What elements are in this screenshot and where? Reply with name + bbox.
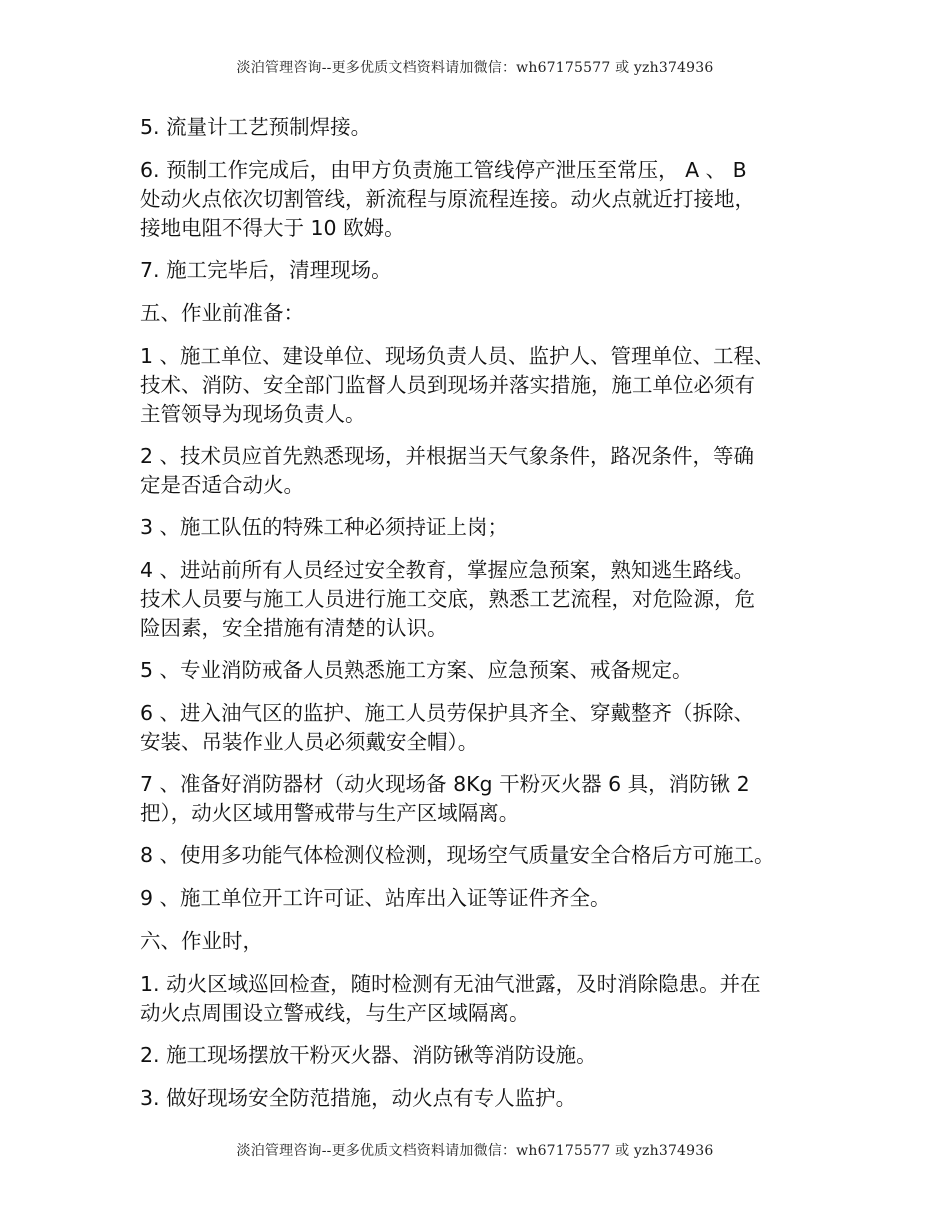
paragraph-step-6 [140, 156, 820, 243]
paragraph-work-1 [140, 970, 820, 1028]
paragraph-prep-1 [140, 342, 820, 429]
text-line: 定是否适合动火。 [140, 473, 304, 497]
paragraph-prep-4 [140, 556, 820, 643]
text-line: 5 、专业消防戒备人员熟悉施工方案、应急预案、戒备规定。 [140, 658, 693, 682]
text-line: 安装、吊装作业人员必须戴安全帽）。 [140, 730, 479, 754]
text-line: 1 、施工单位、建设单位、现场负责人员、监护人、管理单位、工程、 [140, 344, 775, 368]
paragraph-prep-9 [140, 884, 820, 913]
text-line: 六、作业时， [140, 929, 263, 953]
paragraph-step-5 [140, 113, 820, 142]
page-footer: 淡泊管理咨询--更多优质文档资料请加微信：wh67175577 或 yzh374936 [236, 1143, 714, 1159]
text-line: 9 、施工单位开工许可证、站库出入证等证件齐全。 [140, 886, 611, 910]
text-line: 7. 施工完毕后，清理现场。 [140, 258, 392, 282]
text-line: 5. 流量计工艺预制焊接。 [140, 115, 372, 139]
text-line: 主管领导为现场负责人。 [140, 402, 366, 426]
text-line: 接地电阻不得大于 10 欧姆。 [140, 216, 405, 240]
text-line: 8 、使用多功能气体检测仪检测，现场空气质量安全合格后方可施工。 [140, 843, 775, 867]
text-line: 技术、消防、安全部门监督人员到现场并落实措施，施工单位必须有 [140, 373, 755, 397]
text-line: 险因素，安全措施有清楚的认识。 [140, 616, 448, 640]
section-heading-6 [140, 927, 820, 956]
text-line: 动火点周围设立警戒线，与生产区域隔离。 [140, 1001, 530, 1025]
text-line: 4 、进站前所有人员经过安全教育，掌握应急预案，熟知逃生路线。 [140, 558, 755, 582]
paragraph-prep-5 [140, 656, 820, 685]
text-line: 技术人员要与施工人员进行施工交底，熟悉工艺流程，对危险源，危 [140, 587, 755, 611]
text-line: 6. 预制工作完成后，由甲方负责施工管线停产泄压至常压， A 、 B [140, 158, 747, 182]
paragraph-prep-8 [140, 841, 820, 870]
text-line: 3. 做好现场安全防范措施，动火点有专人监护。 [140, 1086, 577, 1110]
paragraph-work-2 [140, 1041, 820, 1070]
text-line: 五、作业前准备： [140, 301, 304, 325]
text-line: 6 、进入油气区的监护、施工人员劳保护具齐全、穿戴整齐（拆除、 [140, 701, 755, 725]
page-header: 淡泊管理咨询--更多优质文档资料请加微信：wh67175577 或 yzh374936 [236, 60, 714, 76]
paragraph-prep-7 [140, 770, 820, 828]
text-line: 处动火点依次切割管线，新流程与原流程连接。动火点就近打接地， [140, 187, 755, 211]
text-line: 2 、技术员应首先熟悉现场，并根据当天气象条件，路况条件，等确 [140, 444, 755, 468]
section-heading-5 [140, 299, 820, 328]
paragraph-prep-6 [140, 699, 820, 757]
text-line: 7 、准备好消防器材（动火现场备 8Kg 干粉灭火器 6 具，消防锹 2 [140, 772, 750, 796]
paragraph-prep-2 [140, 442, 820, 500]
text-line: 3 、施工队伍的特殊工种必须持证上岗； [140, 515, 509, 539]
paragraph-work-3 [140, 1084, 820, 1113]
paragraph-step-7 [140, 256, 820, 285]
text-line: 2. 施工现场摆放干粉灭火器、消防锹等消防设施。 [140, 1043, 597, 1067]
text-line: 1. 动火区域巡回检查，随时检测有无油气泄露，及时消除隐患。并在 [140, 972, 761, 996]
paragraph-prep-3 [140, 513, 820, 542]
text-line: 把），动火区域用警戒带与生产区域隔离。 [140, 801, 520, 825]
